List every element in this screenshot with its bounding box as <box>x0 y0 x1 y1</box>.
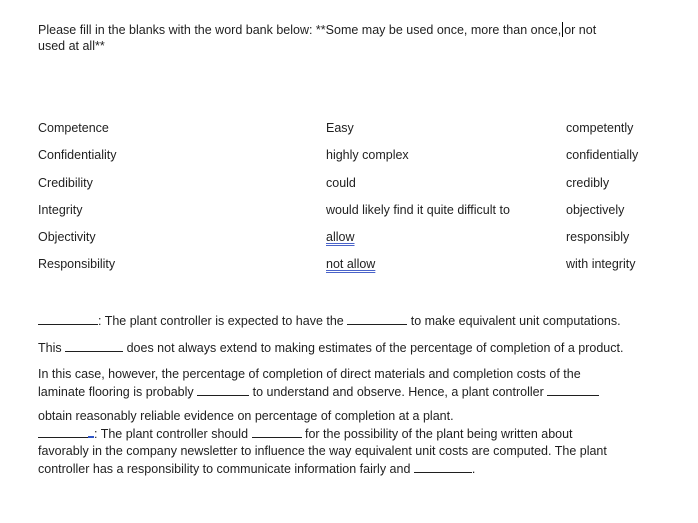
question-text: . <box>471 462 476 476</box>
blank-field[interactable] <box>547 383 599 396</box>
question-4-5 <box>38 408 668 478</box>
word-bank-item-spellcheck: not allow <box>326 257 376 271</box>
question-text: laminate flooring is probably <box>38 385 194 399</box>
word-bank-item: Responsibility <box>38 257 116 271</box>
question-text: for the possibility of the plant being written about <box>305 427 573 441</box>
question-1 <box>38 312 621 328</box>
question-2 <box>38 339 623 355</box>
blank-field[interactable] <box>252 425 302 438</box>
blank-field[interactable] <box>65 339 123 352</box>
instructions-text: Please fill in the blanks with the word bank below: **Some may be used once, more than once, <box>38 23 562 37</box>
question-text: This <box>38 341 62 355</box>
word-bank-item: objectively <box>566 203 625 217</box>
word-bank-item: responsibly <box>566 230 630 244</box>
question-text: to make equivalent unit computations. <box>410 314 621 328</box>
word-bank-item: could <box>326 176 356 190</box>
word-bank-item: with integrity <box>566 257 636 271</box>
question-text: controller has a responsibility to communicate information fairly and <box>38 462 411 476</box>
word-bank-item: highly complex <box>326 148 409 162</box>
question-text: does not always extend to making estimates of the percentage of completion of a product. <box>126 341 624 355</box>
question-text: : The plant controller is expected to have the <box>98 314 344 328</box>
blank-field[interactable] <box>347 312 407 325</box>
instructions-line-2: used at all** <box>38 39 105 53</box>
word-bank-item: competently <box>566 121 634 135</box>
question-text: obtain reasonably reliable evidence on percentage of completion at a plant. <box>38 409 454 423</box>
question-text: favorably in the company newsletter to influence the way equivalent unit costs are computed. The plant <box>38 444 607 458</box>
word-bank-item: Confidentiality <box>38 148 117 162</box>
instructions-line-1 <box>38 22 596 37</box>
instructions-text-continued: or not <box>564 23 597 37</box>
blank-field[interactable] <box>38 312 98 325</box>
word-bank-item: Competence <box>38 121 109 135</box>
question-text: : The plant controller should <box>94 427 249 441</box>
word-bank-item: Integrity <box>38 203 83 217</box>
blank-field[interactable] <box>414 460 472 473</box>
word-bank-item: confidentially <box>566 148 639 162</box>
question-text: to understand and observe. Hence, a plant controller <box>252 385 544 399</box>
question-3 <box>38 366 668 401</box>
word-bank-item: credibly <box>566 176 610 190</box>
word-bank-item: would likely find it quite difficult to <box>326 203 510 217</box>
word-bank-item: Objectivity <box>38 230 96 244</box>
word-bank-item: Credibility <box>38 176 93 190</box>
question-text: In this case, however, the percentage of completion of direct materials and completion costs of the <box>38 367 581 381</box>
blank-field[interactable] <box>197 383 249 396</box>
word-bank-item: Easy <box>326 121 354 135</box>
word-bank-item-spellcheck: allow <box>326 230 355 244</box>
blank-field[interactable] <box>38 425 88 438</box>
